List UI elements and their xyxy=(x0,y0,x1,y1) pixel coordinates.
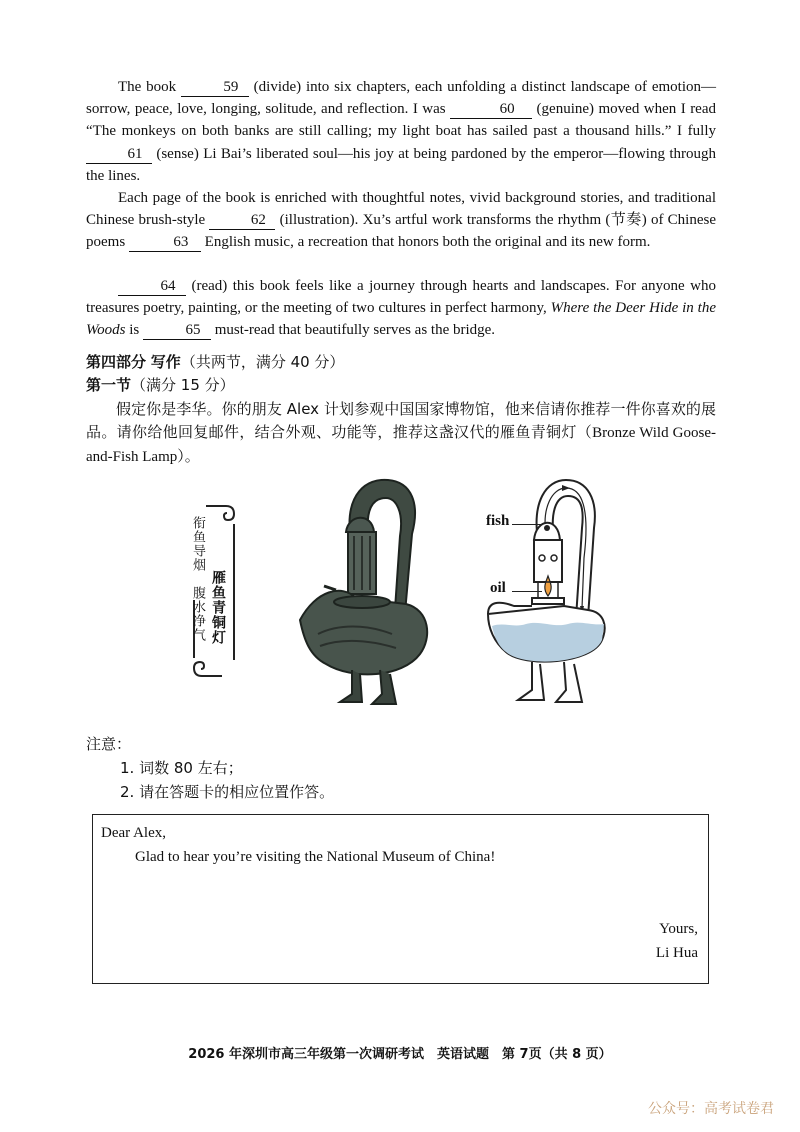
text: is xyxy=(125,322,143,339)
notes xyxy=(86,732,334,804)
part-name: 写作 xyxy=(150,353,181,371)
blank-59: 59 xyxy=(181,79,249,97)
part-note: （共两节，满分 40 分） xyxy=(180,353,345,371)
blank-63: 63 xyxy=(129,234,201,252)
title-plaque xyxy=(186,500,242,682)
text: (divide) into six chapters, each unfolding a distinct landscape of emotion—sorrow, peace, love, longing, solitude, and reflection. I was xyxy=(86,79,716,118)
blank-61: 61 xyxy=(86,146,152,164)
text: ）。 xyxy=(177,447,200,465)
label-oil-leader xyxy=(512,591,542,592)
text: English music, a recreation that honors both the original and its new form. xyxy=(200,234,651,251)
page-footer: 2026 年深圳市高三年级第一次调研考试 英语试题 第 7页（共 8 页） xyxy=(188,1047,612,1062)
lamp-photo xyxy=(296,474,436,710)
sub-title: 第一节 xyxy=(86,376,132,394)
notes-title: 注意： xyxy=(86,735,132,753)
text: (genuine) moved when I read “The monkeys on both banks are still calling; my light boat has sailed past a thousand hills.” I fully xyxy=(86,101,716,140)
plaque-motto: 衔鱼导烟 腹水净气 xyxy=(190,516,205,642)
text: The book xyxy=(118,79,181,95)
sub-note: （满分 15 分） xyxy=(131,376,235,394)
label-fish-leader xyxy=(512,524,542,525)
sub-heading xyxy=(86,374,235,396)
part-heading xyxy=(86,351,344,373)
letter-box xyxy=(92,814,709,984)
label-fish: fish xyxy=(486,513,510,529)
book-title: Where the Deer Hide in the Woods xyxy=(86,300,716,339)
plaque-title: 雁鱼青铜灯 xyxy=(210,570,226,645)
text: Each page of the book is enriched with thoughtful notes, vivid background stories, and traditional Chinese brush-style xyxy=(86,190,716,229)
label-oil: oil xyxy=(490,580,506,596)
part-title: 第四部分 xyxy=(86,353,147,371)
blank-62: 62 xyxy=(209,212,275,230)
passage-paragraph-1 xyxy=(86,76,716,187)
passage-paragraph-3 xyxy=(86,275,716,342)
note-item: 1. 词数 80 左右； xyxy=(120,759,243,777)
letter-greeting: Dear Alex, xyxy=(101,825,166,841)
text: (read) this book feels like a journey through hearts and landscapes. For anyone who treasures poetry, painting, or the meeting of two cultures in perfect harmony, xyxy=(86,278,716,317)
text: (sense) Li Bai’s liberated soul—his joy at being pardoned by the emperor—flowing through the lines. xyxy=(86,145,716,184)
passage-paragraph-2 xyxy=(86,187,716,254)
blank-64: 64 xyxy=(118,278,186,296)
letter-closing: Yours, xyxy=(659,921,698,937)
task-instructions xyxy=(86,398,716,469)
lamp-english-name: Bronze Wild Goose-and-Fish Lamp xyxy=(86,425,716,465)
blank-60: 60 xyxy=(450,101,532,119)
watermark: 公众号：高考试卷君 xyxy=(648,1101,774,1117)
text: must-read that beautifully serves as the bridge. xyxy=(210,322,496,339)
note-item: 2. 请在答题卡的相应位置作答。 xyxy=(120,783,335,801)
text: 假定你是李华。你的朋友 Alex 计划参观中国国家博物馆，他来信请你推荐一件你喜欢的展品。请你给他回复邮件，结合外观、功能等，推荐这盏汉代的雁鱼青铜灯（ xyxy=(86,400,716,441)
letter-opening: Glad to hear you’re visiting the National Museum of China! xyxy=(135,849,496,865)
letter-signature: Li Hua xyxy=(655,945,698,961)
text: (illustration). Xu’s artful work transforms the rhythm (节奏) of Chinese poems xyxy=(86,212,716,251)
blank-65: 65 xyxy=(143,322,211,340)
